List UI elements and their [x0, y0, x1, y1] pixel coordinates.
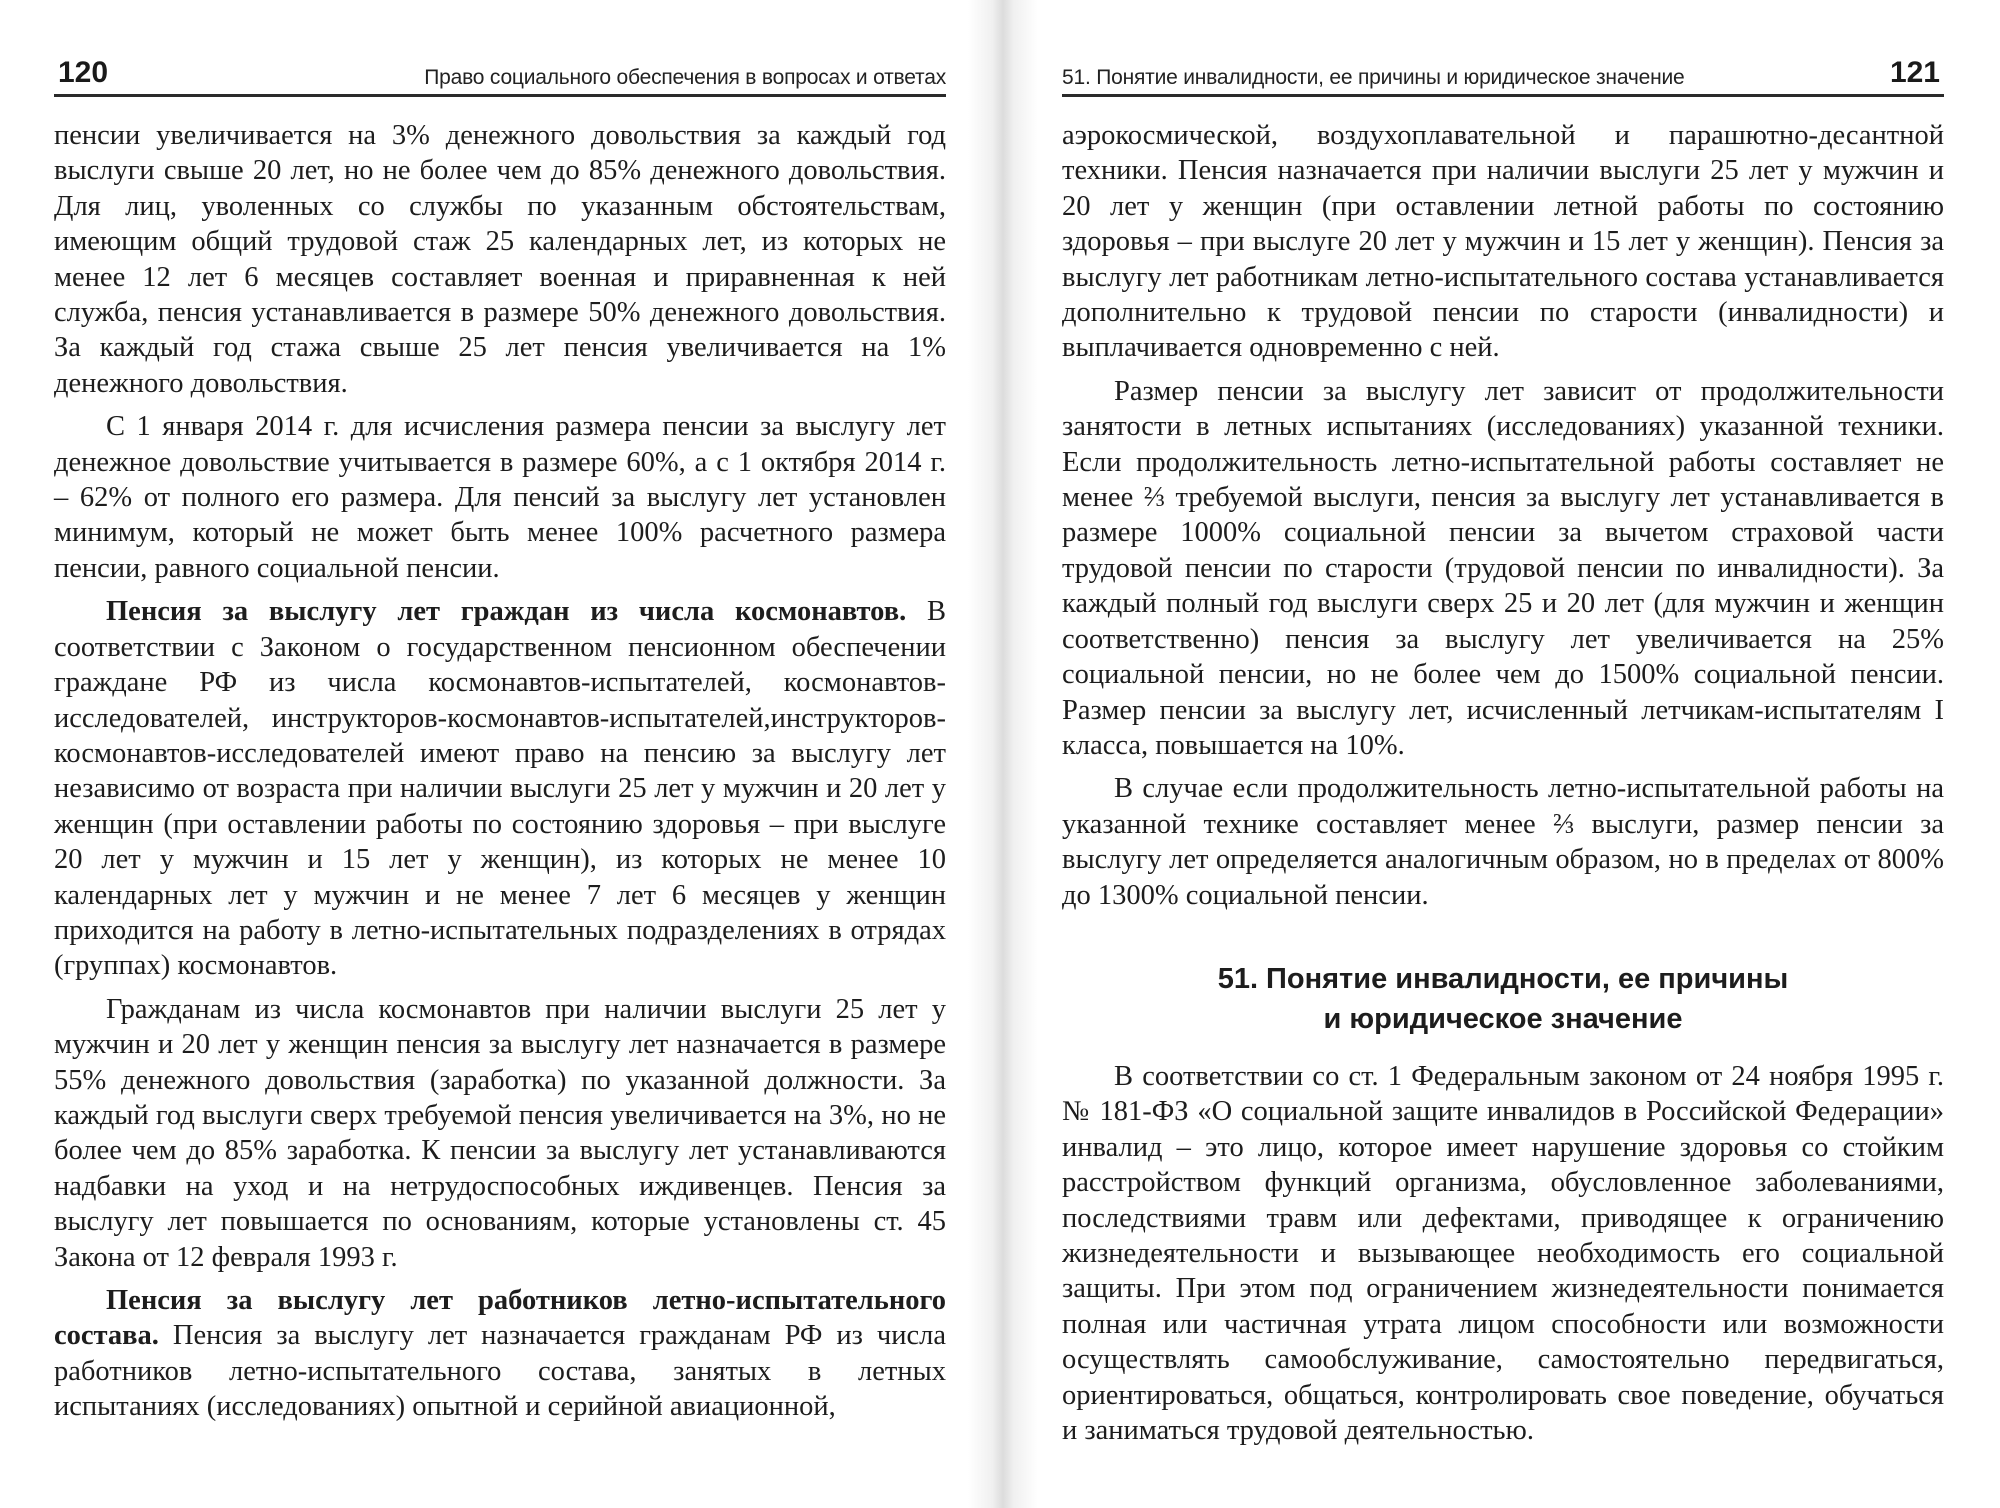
book-gutter	[968, 0, 1038, 1508]
right-running-head-title: 51. Понятие инвалидности, ее причины и юридическое значение	[1062, 66, 1685, 89]
right-body-text	[1062, 118, 1944, 1456]
left-paragraph-1	[54, 118, 946, 401]
left-body-text	[54, 118, 946, 1433]
right-paragraph-2: В случае если продолжительность летно-испытательной работы на указанной технике составляет менее ⅔ выслуги, размер пенсии за выслугу лет определяется аналогичным образом, но в пределах от 800% до 1300% социальной пенсии.	[1062, 773, 1944, 911]
paragraph-lead-heading: Пенсия за выслугу лет граждан из числа космонавтов.	[106, 596, 907, 628]
left-paragraph-2	[54, 409, 946, 586]
right-page	[1062, 0, 1944, 1508]
paragraph-lead-heading: Пенсия за выслугу лет работников летно-испытательного состава.	[54, 1285, 946, 1352]
left-paragraph-4	[54, 992, 946, 1275]
paragraph-text: В соответствии с Законом о государственном пенсионном обеспечении граждане РФ из числа космонавтов-испытателей, космонавтов-исследователей, инструкторов-космонавтов-испытателей,инструкторов-космонавтов-исследователей имеют право на пенсию за выслугу лет независимо от возраста при наличии выслуги 25 лет у мужчин и 20 лет у женщин (при оставлении работы по состоянию здоровья – при выслуге 20 лет у мужчин и 15 лет у женщин), из которых не менее 10 календарных лет у мужчин и не менее 7 лет 6 месяцев у женщин приходится на работу в летно-испытательных подразделениях в отрядах (группах) космонавтов.	[54, 596, 946, 982]
left-paragraph-5	[54, 1283, 946, 1425]
left-page	[54, 0, 946, 1508]
section-heading-line-1: 51. Понятие инвалидности, ее причины	[1217, 962, 1789, 995]
paragraph-text: Гражданам из числа космонавтов при наличии выслуги 25 лет у мужчин и 20 лет у женщин пенсия за выслугу лет назначается в размере 55% денежного довольствия (заработка) по указанной должности. За каждый год выслуги сверх требуемой пенсия увеличивается на 3%, но не более чем до 85% заработка. К пенсии за выслугу лет устанавливаются надбавки на уход и на нетрудоспособных иждивенцев. Пенсия за выслугу лет повышается по основаниям, которые установлены ст. 45 Закона от 12 февраля 1993 г.	[54, 993, 946, 1273]
paragraph-text: С 1 января 2014 г. для исчисления размера пенсии за выслугу лет денежное довольствие учитывается в размере 60%, а с 1 октября 2014 г. – 62% от полного его размера. Для пенсий за выслугу лет установлен минимум, который не может быть менее 100% расчетного размера пенсии, равного социальной пенсии.	[54, 411, 946, 584]
paragraph-text: пенсии увеличивается на 3% денежного довольствия за каждый год выслуги свыше 20 лет, но не более чем до 85% денежного довольствия. Для лиц, уволенных со службы по указанным обстоятельствам, имеющим общий трудовой стаж 25 календарных лет, из которых не менее 12 лет 6 месяцев составляет военная и приравненная к ней служба, пенсия устанавливается в размере 50% денежного довольствия. За каждый год стажа свыше 25 лет пенсия увеличивается на 1% денежного довольствия.	[54, 120, 946, 399]
left-paragraph-3	[54, 594, 946, 983]
section-heading-line-2: и юридическое значение	[1323, 1002, 1683, 1035]
left-running-head-title: Право социального обеспечения в вопросах и ответах	[424, 66, 946, 89]
left-running-head	[54, 50, 946, 97]
section-heading	[1062, 959, 1944, 1039]
right-paragraph-1: Размер пенсии за выслугу лет зависит от продолжительности занятости в летных испытаниях (исследованиях) указанной техники. Если продолжительность летно-испытательной работы составляет не менее ⅔ требуемой выслуги, пенсия за выслугу лет устанавливается в размере 1000% социальной пенсии за вычетом страховой части трудовой пенсии по старости (трудовой пенсии по инвалидности). За каждый полный год выслуги сверх 25 и 20 лет (для мужчин и женщин соответственно) пенсия за выслугу лет увеличивается на 25% социальной пенсии, но не более чем до 1500% социальной пенсии. Размер пенсии за выслугу лет, исчисленный летчикам-испытателям I класса, повышается на 10%.	[1062, 375, 1944, 761]
right-continuation-paragraph: аэрокосмической, воздухоплавательной и парашютно-десантной техники. Пенсия назначается при наличии выслуги 25 лет у мужчин и 20 лет у женщин (при оставлении летной работы по состоянию здоровья – при выслуге 20 лет у мужчин и 15 лет у женщин). Пенсия за выслугу лет работникам летно-испытательного состава устанавливается дополнительно к трудовой пенсии по старости (инвалидности) и выплачивается одновременно с ней.	[1062, 120, 1944, 364]
right-page-number: 121	[1889, 56, 1940, 89]
paragraph-text: Пенсия за выслугу лет назначается гражданам РФ из числа работников летно-испытательного состава, занятых в летных испытаниях (исследованиях) опытной и серийной авиационной,	[54, 1320, 946, 1423]
right-running-head	[1062, 50, 1944, 97]
section-paragraph-1: В соответствии со ст. 1 Федеральным законом от 24 ноября 1995 г. № 181-ФЗ «О социальной защите инвалидов в Российской Федерации» инвалид – это лицо, которое имеет нарушение здоровья со стойким расстройством функций организма, обусловленное заболеваниями, последствиями травм или дефектами, приводящее к ограничению жизнедеятельности и вызывающее необходимость его социальной защиты. При этом под ограничением жизнедеятельности понимается полная или частичная утрата лицом способности или возможности осуществлять самообслуживание, самостоятельно передвигаться, ориентироваться, общаться, контролировать свое поведение, обучаться и заниматься трудовой деятельностью.	[1062, 1060, 1944, 1446]
left-page-number: 120	[58, 56, 109, 89]
